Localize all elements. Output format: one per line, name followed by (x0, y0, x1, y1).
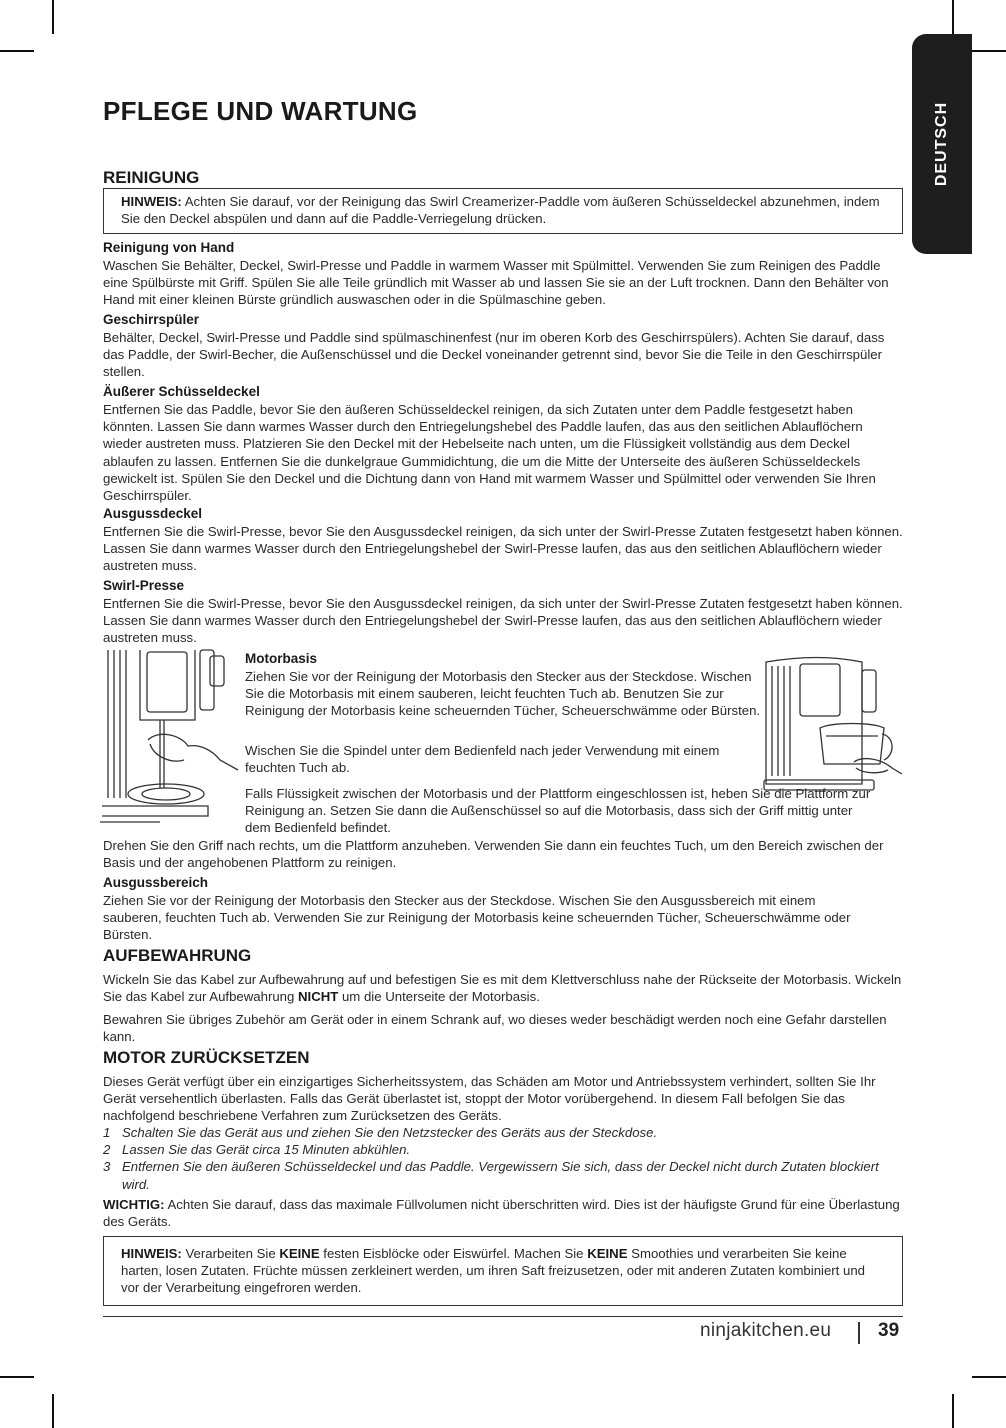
hinweis-label: HINWEIS: (121, 194, 182, 209)
language-tab-label: DEUTSCH (933, 101, 950, 187)
aufbewahrung-nicht: NICHT (298, 989, 339, 1005)
paragraph-motorbasis-1: Ziehen Sie vor der Reinigung der Motorbasis den Stecker aus der Steckdose. Wischen Sie die Motorbasis mit einem sauberen, leicht feuchten Tuch ab. Benutzen Sie zur Reinigung der Motorbasis keine scheuernden Tücher, Scheuerschwämme oder Bürsten. (245, 669, 761, 719)
subheading-ausgussdeckel: Ausgussdeckel (103, 506, 203, 521)
step-text: Schalten Sie das Gerät aus und ziehen Sie den Netzstecker des Geräts aus der Steckdose. (122, 1125, 658, 1140)
paragraph-hand: Waschen Sie Behälter, Deckel, Swirl-Presse und Paddle in warmem Wasser mit Spülmittel. Verwenden Sie zum Reinigen des Paddle eine Spülbürste mit Griff. Spülen Sie alle Teile gründlich mit Wasser ab und lassen Sie sie an der Luft trocknen. Dann den Behälter von Hand mit einer kleinen Bürste gründlich auswaschen oder in die Spülmaschine geben. (103, 258, 889, 308)
motor-reset-steps (103, 1124, 903, 1193)
step-text: Entfernen Sie den äußeren Schüsseldeckel und das Paddle. Vergewissern Sie sich, dass der Deckel nicht durch Zutaten blockiert wird. (122, 1159, 879, 1192)
footer-url: ninjakitchen.eu (700, 1320, 832, 1341)
aufbewahrung-text-a: Wickeln Sie das Kabel zur Aufbewahrung auf und befestigen Sie es mit dem Klettverschluss nahe der Rückseite der Motorbasis. Wickeln Sie das Kabel zur Aufbewahrung (103, 972, 902, 1005)
list-item (103, 1158, 903, 1192)
subheading-motorbasis: Motorbasis (245, 651, 318, 666)
crop-mark (972, 50, 1006, 52)
paragraph-swirl-presse: Entfernen Sie die Swirl-Presse, bevor Sie den Ausgussdeckel reinigen, da sich unter der Swirl-Presse Zutaten festgesetzt haben können. Lassen Sie dann warmes Wasser durch den Entriegelungshebel der Swirl-Presse laufen, das aus den seitlichen Ablauflöchern wieder austreten muss. (103, 596, 903, 646)
wichtig-label: WICHTIG: (103, 1197, 165, 1212)
wichtig-text: Achten Sie darauf, dass das maximale Füllvolumen nicht überschritten wird. Dies ist der häufigste Grund für eine Überlastung des Geräts. (103, 1197, 900, 1230)
note-text-c: Smoothies und verarbeiten Sie keine harten, losen Zutaten. Früchte müssen zerkleinert werden, um ihren Saft freizusetzen, oder mit anderen Zutaten kombiniert und vor der Verarbeitung eingefroren werden. (121, 1246, 866, 1296)
paragraph-motor-reset-intro: Dieses Gerät verfügt über ein einzigartiges Sicherheitssystem, das Schäden am Motor und Antriebssystem verhindert, sollten Sie Ihr Gerät versehentlich überlasten. Falls das Gerät überlastet ist, stoppt der Motor vorübergehend. In diesem Fall befolgen Sie das nachfolgend beschriebene Verfahren zum Zurücksetzen des Geräts. (103, 1074, 876, 1124)
section-heading-aufbewahrung: AUFBEWAHRUNG (103, 946, 252, 965)
paragraph-wichtig (103, 1196, 903, 1230)
paragraph-ausgussdeckel: Entfernen Sie die Swirl-Presse, bevor Sie den Ausgussdeckel reinigen, da sich unter der Swirl-Presse Zutaten festgesetzt haben können. Lassen Sie dann warmes Wasser durch den Entriegelungshebel der Swirl-Presse laufen, das aus den seitlichen Ablauflöchern wieder austreten muss. (103, 524, 903, 574)
motor-base-cleaning-illustration-left (100, 648, 240, 828)
aufbewahrung-text-b: um die Unterseite der Motorbasis. (338, 989, 540, 1005)
subheading-hand: Reinigung von Hand (103, 240, 235, 255)
crop-mark (0, 50, 34, 52)
section-heading-reinigung: REINIGUNG (103, 168, 200, 187)
step-number: 2 (103, 1142, 111, 1158)
footer-divider (858, 1322, 860, 1344)
step-text: Lassen Sie das Gerät circa 15 Minuten abkühlen. (122, 1142, 411, 1158)
hinweis-box-bottom (103, 1236, 903, 1306)
step-number: 3 (103, 1159, 111, 1175)
paragraph-motorbasis-3: Falls Flüssigkeit zwischen der Motorbasis und der Plattform eingeschlossen ist, heben Sie die Plattform zur Reinigung an. Setzen Sie dann die Außenschüssel so auf die Motorbasis, dass sich der Griff mittig unter dem Bedienfeld befindet. (245, 786, 871, 836)
paragraph-motorbasis-4: Drehen Sie den Griff nach rechts, um die Plattform anzuheben. Verwenden Sie dann ein feuchtes Tuch, um den Bereich zwischen der Basis und der angehobenen Plattform zu reinigen. (103, 838, 884, 871)
hinweis-box (103, 188, 903, 234)
crop-mark (52, 0, 54, 34)
section-heading-motor-reset: MOTOR ZURÜCKSETZEN (103, 1048, 310, 1067)
crop-mark (972, 1376, 1006, 1378)
paragraph-deckel: Entfernen Sie das Paddle, bevor Sie den äußeren Schüsseldeckel reinigen, da sich Zutaten unter dem Paddle festgesetzt haben könnten. Lassen Sie dann warmes Wasser durch den Entriegelungshebel des Paddle laufen, das aus den seitlichen Ablauflöchern wieder austreten muss. Platzieren Sie den Deckel mit der Hebelseite nach unten, um die Flüssigkeit vollständig aus dem Deckel ablaufen zu lassen. Entfernen Sie die dunkelgraue Gummidichtung, die um die Mitte der Unterseite des äußeren Schüsseldeckels gewickelt ist. Spülen Sie den Deckel und die Dichtung dann von Hand mit warmem Wasser und Spülmittel oder verwenden Sie Ihren Geschirrspüler. (103, 402, 876, 504)
crop-mark (952, 0, 954, 34)
motor-base-cleaning-illustration-right (762, 656, 902, 796)
footer-rule (103, 1316, 903, 1317)
note-keine-2: KEINE (587, 1246, 628, 1261)
paragraph-motorbasis-2: Wischen Sie die Spindel unter dem Bedienfeld nach jeder Verwendung mit einem feuchten Tuch ab. (245, 743, 720, 776)
crop-mark (952, 1394, 954, 1428)
subheading-deckel: Äußerer Schüsseldeckel (103, 384, 260, 399)
subheading-spueler: Geschirrspüler (103, 312, 200, 327)
note-text-b: festen Eisblöcke oder Eiswürfel. Machen Sie (319, 1246, 588, 1261)
hinweis-text: Achten Sie darauf, vor der Reinigung das Swirl Creamerizer-Paddle vom äußeren Schüsseldeckel abzunehmen, indem Sie den Deckel abspülen und dann auf die Paddle-Verriegelung drücken. (121, 194, 880, 227)
list-item (103, 1124, 903, 1141)
paragraph-aufbewahrung-1 (103, 971, 903, 1005)
language-tab (912, 34, 972, 254)
page-number: 39 (878, 1320, 900, 1341)
step-number: 1 (103, 1125, 111, 1140)
list-item (103, 1141, 903, 1158)
note-text-a: Verarbeiten Sie (181, 1246, 280, 1261)
page-title: PFLEGE UND WARTUNG (103, 96, 418, 126)
subheading-ausgussbereich: Ausgussbereich (103, 875, 209, 890)
note-keine-1: KEINE (279, 1246, 320, 1261)
paragraph-spueler: Behälter, Deckel, Swirl-Presse und Paddle sind spülmaschinenfest (nur im oberen Korb des Geschirrspülers). Achten Sie darauf, dass das Paddle, der Swirl-Becher, die Außenschüssel und die Deckel voneinander getrennt sind, bevor Sie die Teile in den Geschirrspüler stellen. (103, 330, 885, 380)
paragraph-aufbewahrung-2: Bewahren Sie übriges Zubehör am Gerät oder in einem Schrank auf, wo dieses weder beschädigt werden noch eine Gefahr darstellen kann. (103, 1012, 887, 1045)
hinweis-label: HINWEIS: (121, 1246, 182, 1261)
crop-mark (52, 1394, 54, 1428)
subheading-swirl-presse: Swirl-Presse (103, 578, 185, 593)
paragraph-ausgussbereich: Ziehen Sie vor der Reinigung der Motorbasis den Stecker aus der Steckdose. Wischen Sie den Ausgussbereich mit einem sauberen, feuchten Tuch ab. Verwenden Sie zur Reinigung der Motorbasis keine scheuernden Tücher, Scheuerschwämme oder Bürsten. (103, 893, 851, 943)
crop-mark (0, 1376, 34, 1378)
